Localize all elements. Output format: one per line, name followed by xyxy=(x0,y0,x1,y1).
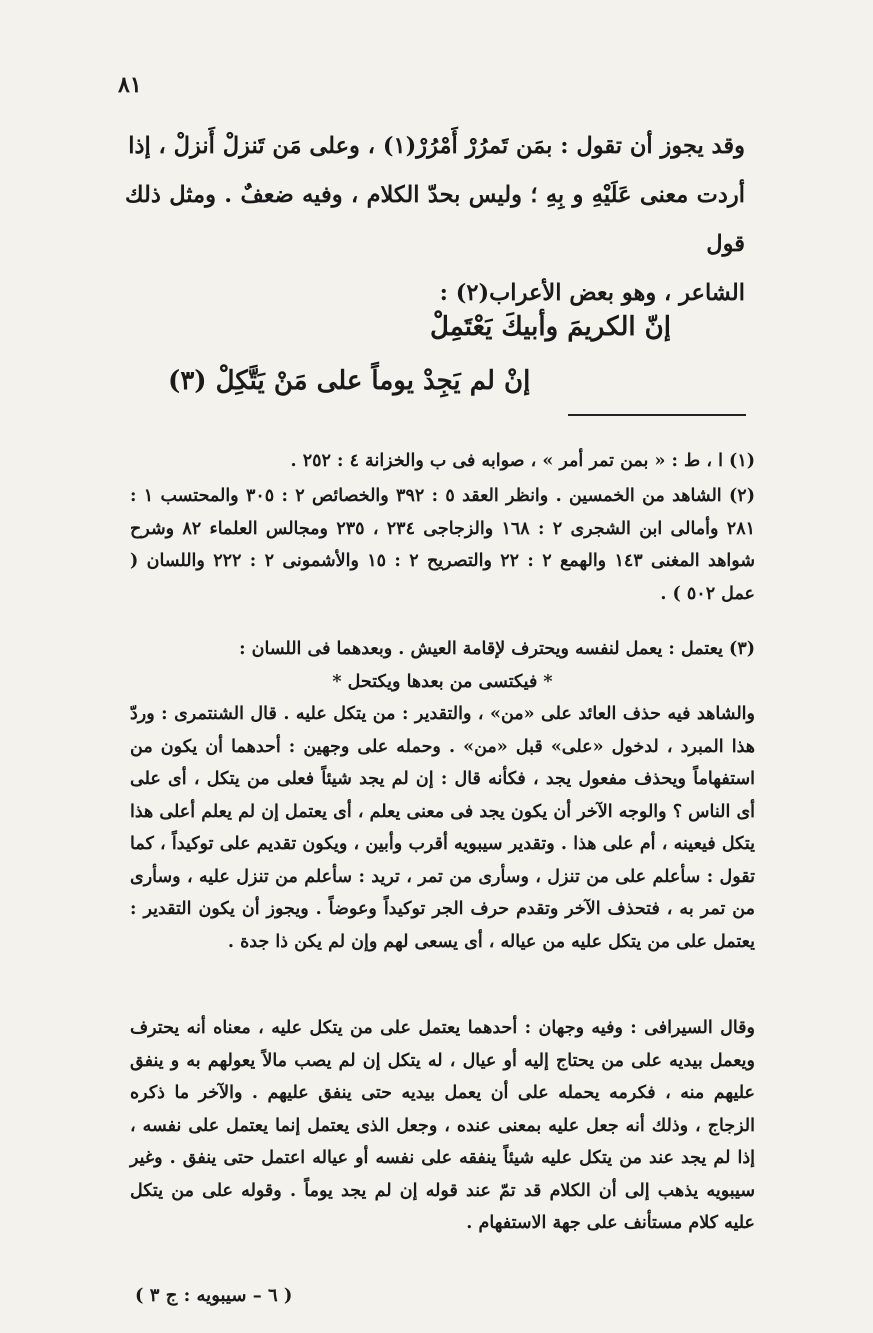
main-text xyxy=(125,122,745,318)
footnote-2 xyxy=(130,480,755,610)
footnote-3-continued xyxy=(130,1012,755,1240)
main-line-1: وقد يجوز أن تقول : بمَن تَمرُرْ أَمْرُرْ(١) ، وعلى مَن تَنزلْ أَنزلْ ، إذا xyxy=(128,133,745,159)
footnote-2-text: (٢) الشاهد من الخمسين . وانظر العقد ٥ : ٣٩٢ والخصائص ٢ : ٣٠٥ والمحتسب ١ : ٢٨١ وأمالى ابن الشجرى ٢ : ١٦٨ والزجاجى ٢٣٤ ، ٢٣٥ ومجالس العلماء ٨٢ وشرح شواهد المغنى ١٤٣ والهمع ٢ : ٢٢ والتصريح ٢ : ١٥ والأشمونى ٢ : ٢٢٢ واللسان ( عمل ٥٠٢ ) . xyxy=(130,486,755,604)
footnote-1 xyxy=(130,445,755,478)
page-number: ٨١ xyxy=(118,72,142,98)
footnote-3 xyxy=(130,633,755,958)
footnote-separator xyxy=(568,414,746,416)
verse-line-1: إنّ الكريمَ وأبيكَ يَعْتَمِلْ xyxy=(430,312,671,342)
footnote-3-commentary: والشاهد فيه حذف العائد على «من» ، والتقدير : من يتكل عليه . قال الشنتمرى : وردّ هذا المبرد ، لدخول «على» قبل «من» . وحمله على وجهين : أحدهما أن يكون من استفهاماً ويحذف مفعول يجد ، فكأنه قال : إن لم يجد شيئاً فعلى من يتكل ، أى على أى الناس ؟ والوجه الآخر أن يكون يجد فى معنى يعلم ، أى يعتمل إن لم يعلم أعلى هذا يتكل فيعينه ، أم على هذا . وتقدير سيبويه أقرب وأبين ، ويكون تقديم على توكيداً ، كما تقول : سأعلم على من تنزل ، وسأرى من تمر ، تريد : سأعلم من تنزل عليه ، وسأرى من تمر به ، فتحذف الآخر وتقدم حرف الجر توكيداً وعوضاً . ويجوز أن يكون التقدير : يعتمل على من يتكل عليه من عياله ، أى يسعى لهم وإن لم يكن ذا جدة . xyxy=(130,704,755,952)
main-line-2: أردت معنى عَلَيْهِ و بِهِ ؛ وليس بحدّ الكلام ، وفيه ضعفٌ . ومثل ذلك قول xyxy=(125,182,745,257)
page-footer-signature: ( ٦ – سيبويه : ج ٣ ) xyxy=(135,1285,293,1306)
footnote-3-text: (٣) يعتمل : يعمل لنفسه ويحترف لإقامة العيش . وبعدهما فى اللسان : xyxy=(239,639,755,659)
main-line-3: الشاعر ، وهو بعض الأعراب(٢) : xyxy=(439,280,745,306)
footnote-1-text: (١) ا ، ط : « بمن تمر أمر » ، صوابه فى ب والخزانة ٤ : ٢٥٢ . xyxy=(290,451,755,471)
footnote-3-sirafi: وقال السيرافى : وفيه وجهان : أحدهما يعتمل على من يتكل عليه ، معناه أنه يحترف ويعمل بيديه على من يحتاج إليه أو عيال ، له يتكل إن لم يصب مالاً يعولهم به و ينفق عليهم منه ، فكرمه يحمله على أن يعمل بيديه حتى ينفق عليهم . والآخر ما ذكره الزجاج ، وذلك أنه جعل عليه بمعنى عنده ، وجعل الذى يعتمل إنما يعتمل على نفسه ، إذا لم يجد عند من يتكل عليه شيئاً ينفقه على نفسه أو عياله اعتمل حتى ينفق . وغير سيبويه يذهب إلى أن الكلام قد تمّ عند قوله إن لم يجد يوماً . وقوله على من يتكل عليه كلام مستأنف على جهة الاستفهام . xyxy=(130,1018,755,1233)
footnote-3-verse: * فيكتسى من بعدها ويكتحل * xyxy=(332,671,553,692)
verse-line-2: إنْ لم يَجِدْ يوماً على مَنْ يَتَّكِلْ (٣) xyxy=(168,366,531,396)
